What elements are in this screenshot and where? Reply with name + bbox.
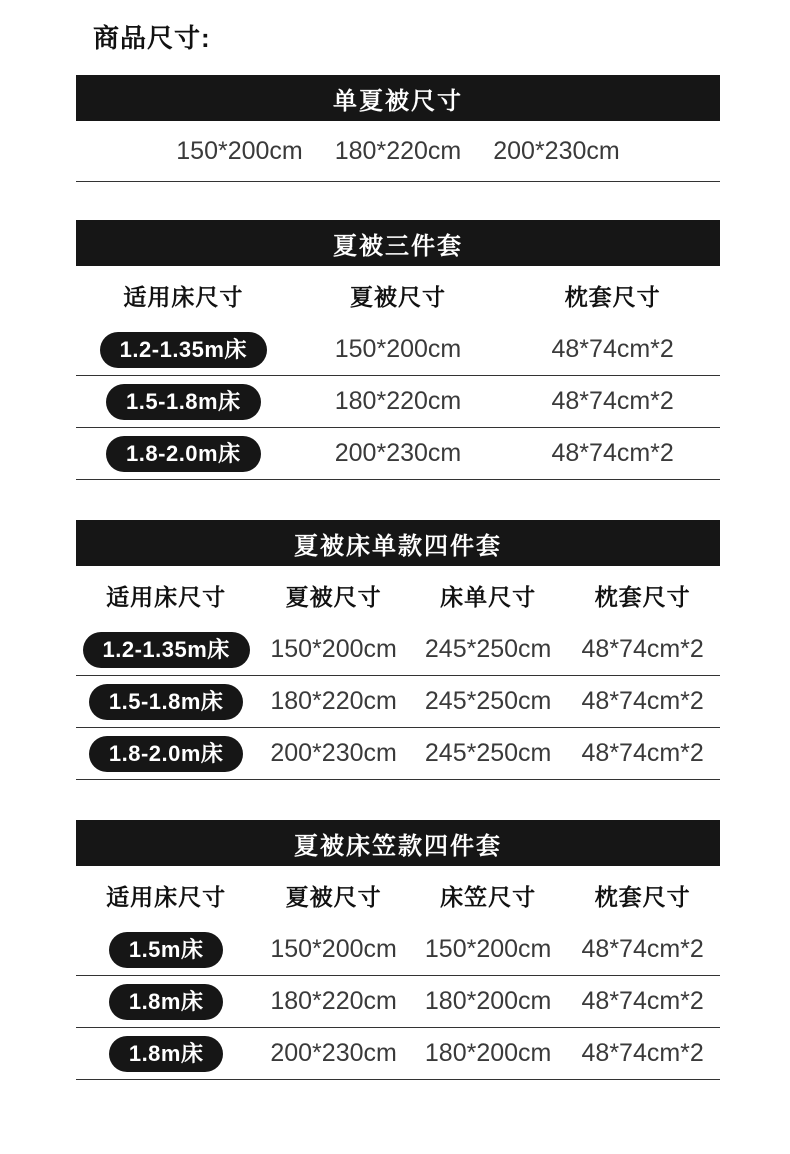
size-value: 200*230cm [493, 136, 620, 165]
column-header-fitted-sheet-size: 床笠尺寸 [440, 883, 537, 910]
table-row [76, 924, 720, 976]
quilt-size-cell: 180*220cm [270, 987, 397, 1015]
flat-sheet-size-cell: 245*250cm [424, 739, 552, 767]
quilt-size-cell: 150*200cm [334, 335, 462, 363]
table-header-row [76, 866, 720, 924]
table-four-piece-fitted-sheet-set [76, 820, 720, 1080]
quilt-size-cell: 200*230cm [334, 439, 462, 467]
flat-sheet-size-cell: 245*250cm [424, 687, 552, 715]
table-title: 夏被床笠款四件套 [294, 832, 502, 860]
bed-size-cell [76, 436, 291, 472]
column-header-bed-size: 适用床尺寸 [123, 283, 244, 310]
pillowcase-size-cell: 48*74cm*2 [581, 1039, 704, 1067]
quilt-size-cell: 150*200cm [270, 635, 397, 663]
table-row [76, 624, 720, 676]
table-title-bar [76, 220, 720, 266]
column-header-pillowcase-size: 枕套尺寸 [594, 583, 691, 610]
quilt-size-cell: 180*220cm [270, 687, 397, 715]
bed-size-pill: 1.2-1.35m床 [83, 632, 250, 668]
flat-sheet-size-cell: 245*250cm [424, 635, 552, 663]
bed-size-cell [76, 932, 256, 968]
table-title-bar [76, 75, 720, 121]
size-tables-container [76, 75, 720, 1080]
column-header-bed-size: 适用床尺寸 [106, 883, 227, 910]
size-value: 150*200cm [176, 136, 303, 165]
table-title-bar [76, 520, 720, 566]
table-three-piece-set [76, 220, 720, 480]
pillowcase-size-cell: 48*74cm*2 [551, 387, 674, 415]
fitted-sheet-size-cell: 180*200cm [424, 1039, 552, 1067]
bed-size-pill: 1.2-1.35m床 [100, 332, 267, 368]
column-header-quilt-size: 夏被尺寸 [285, 883, 382, 910]
page-title: 商品尺寸: [93, 23, 211, 53]
sizes-row [76, 121, 720, 182]
quilt-size-cell: 150*200cm [270, 935, 397, 963]
pillowcase-size-cell: 48*74cm*2 [581, 987, 704, 1015]
bed-size-cell [76, 684, 256, 720]
bed-size-cell [76, 736, 256, 772]
column-header-pillowcase-size: 枕套尺寸 [564, 283, 661, 310]
size-value: 180*220cm [334, 136, 462, 165]
fitted-sheet-size-cell: 180*200cm [424, 987, 552, 1015]
pillowcase-size-cell: 48*74cm*2 [581, 635, 704, 663]
pillowcase-size-cell: 48*74cm*2 [551, 439, 674, 467]
column-header-bed-size: 适用床尺寸 [106, 583, 227, 610]
table-title-bar [76, 820, 720, 866]
column-header-pillowcase-size: 枕套尺寸 [594, 883, 691, 910]
fitted-sheet-size-cell: 150*200cm [424, 935, 552, 963]
bed-size-cell [76, 1036, 256, 1072]
table-row [76, 676, 720, 728]
bed-size-pill: 1.5-1.8m床 [106, 384, 261, 420]
column-header-quilt-size: 夏被尺寸 [285, 583, 382, 610]
bed-size-pill: 1.8m床 [109, 984, 224, 1020]
table-title: 单夏被尺寸 [333, 87, 463, 115]
bed-size-pill: 1.8-2.0m床 [89, 736, 244, 772]
column-header-flat-sheet-size: 床单尺寸 [440, 583, 537, 610]
table-header-row [76, 266, 720, 324]
quilt-size-cell: 200*230cm [270, 739, 397, 767]
table-row [76, 728, 720, 780]
column-header-quilt-size: 夏被尺寸 [349, 283, 446, 310]
table-row [76, 428, 720, 480]
bed-size-pill: 1.8m床 [109, 1036, 224, 1072]
table-header-row [76, 566, 720, 624]
quilt-size-cell: 200*230cm [270, 1039, 397, 1067]
table-row [76, 976, 720, 1028]
pillowcase-size-cell: 48*74cm*2 [551, 335, 674, 363]
bed-size-pill: 1.5-1.8m床 [89, 684, 244, 720]
table-row [76, 324, 720, 376]
pillowcase-size-cell: 48*74cm*2 [581, 739, 704, 767]
table-four-piece-flat-sheet-set [76, 520, 720, 780]
pillowcase-size-cell: 48*74cm*2 [581, 687, 704, 715]
table-single-quilt-sizes [76, 75, 720, 182]
table-row [76, 376, 720, 428]
pillowcase-size-cell: 48*74cm*2 [581, 935, 704, 963]
quilt-size-cell: 180*220cm [334, 387, 462, 415]
bed-size-pill: 1.5m床 [109, 932, 224, 968]
bed-size-pill: 1.8-2.0m床 [106, 436, 261, 472]
table-row [76, 1028, 720, 1080]
table-title: 夏被床单款四件套 [294, 532, 502, 560]
table-title: 夏被三件套 [333, 232, 463, 260]
bed-size-cell [76, 332, 291, 368]
bed-size-cell [76, 632, 256, 668]
bed-size-cell [76, 984, 256, 1020]
bed-size-cell [76, 384, 291, 420]
